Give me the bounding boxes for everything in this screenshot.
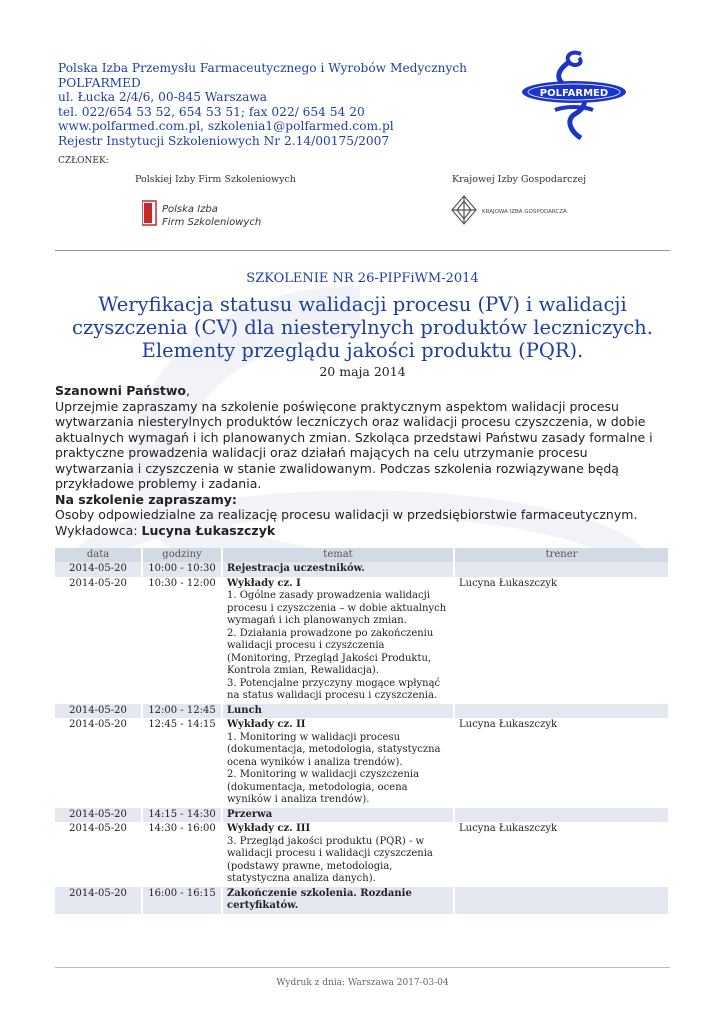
table-row xyxy=(55,822,669,887)
row-topic xyxy=(222,577,454,704)
row-trainer xyxy=(454,808,669,823)
row-time: 14:15 - 14:30 xyxy=(142,808,222,823)
kig-logo-text: KRAJOWA IZBA GOSPODARCZA xyxy=(482,209,567,215)
table-row xyxy=(55,887,669,914)
row-topic xyxy=(222,808,454,823)
row-topic-title: Wykłady cz. II xyxy=(227,719,306,730)
invite-heading: Na szkolenie zapraszamy: xyxy=(55,491,237,507)
table-row xyxy=(55,577,669,704)
row-topic-title: Rejestracja uczestników. xyxy=(227,563,365,574)
row-time: 12:45 - 14:15 xyxy=(142,718,222,808)
pifs-logo-line1: Polska Izba xyxy=(162,204,218,215)
invite-text: Osoby odpowiedzialne za realizację procesu walidacji w przedsiębiorstwie farmaceutycznym. xyxy=(55,507,638,522)
row-date: 2014-05-20 xyxy=(55,562,142,577)
member-org-kig: Krajowej Izby Gospodarczej xyxy=(452,174,587,185)
row-time: 14:30 - 16:00 xyxy=(142,822,222,887)
row-topic xyxy=(222,822,454,887)
row-topic-detail: 2. Monitoring w walidacji czyszczenia (dokumentacja, metodologia, ocena wyników i analiza trendów). xyxy=(227,769,420,805)
schedule-table xyxy=(55,548,670,914)
table-row xyxy=(55,562,669,577)
header-divider xyxy=(55,250,670,251)
col-header-time: godziny xyxy=(142,548,222,562)
row-date: 2014-05-20 xyxy=(55,822,142,887)
training-date: 20 maja 2014 xyxy=(319,364,406,379)
org-street: ul. Łucka 2/4/6, 00-845 Warszawa xyxy=(58,90,268,104)
pifs-logo xyxy=(142,199,282,229)
row-topic-detail: 3. Potencjalne przyczyny mogące wpłynąć na status walidacji procesu i czyszczenia. xyxy=(227,677,441,701)
row-time: 10:00 - 10:30 xyxy=(142,562,222,577)
row-topic xyxy=(222,718,454,808)
org-phone: tel. 022/654 53 52, 654 53 51; fax 022/ 654 54 20 xyxy=(58,104,365,119)
row-topic-detail: 2. Działania prowadzone po zakończeniu walidacji procesu i czyszczenia (Monitoring, Przegląd Jakości Produktu, Kontrola zmian, Rewalidacja). xyxy=(227,627,434,676)
row-time: 12:00 - 12:45 xyxy=(142,704,222,719)
polfarmed-logo xyxy=(515,48,633,148)
schedule-header-row xyxy=(55,548,669,562)
greeting-punct: , xyxy=(186,383,190,398)
org-registry: Rejestr Instytucji Szkoleniowych Nr 2.14/00175/2007 xyxy=(58,133,390,148)
invitation-letter xyxy=(55,383,670,538)
row-trainer: Lucyna Łukaszczyk xyxy=(454,822,669,887)
training-code: SZKOLENIE NR 26-PIPFiWM-2014 xyxy=(246,271,479,286)
row-date: 2014-05-20 xyxy=(55,887,142,914)
row-trainer xyxy=(454,562,669,577)
row-time: 16:00 - 16:15 xyxy=(142,887,222,914)
table-row xyxy=(55,808,669,823)
row-topic-title: Wykłady cz. I xyxy=(227,577,301,589)
printout-date: Wydruk z dnia: Warszawa 2017-03-04 xyxy=(276,978,449,988)
row-date: 2014-05-20 xyxy=(55,718,142,808)
row-topic-title: Zakończenie szkolenia. Rozdanie certyfikatów. xyxy=(227,887,412,911)
col-header-trainer: trener xyxy=(454,548,669,562)
table-row xyxy=(55,718,669,808)
lecturer-name: Lucyna Łukaszczyk xyxy=(141,522,276,538)
organization-address xyxy=(58,61,467,148)
row-time: 10:30 - 12:00 xyxy=(142,577,222,704)
row-date: 2014-05-20 xyxy=(55,577,142,704)
row-trainer: Lucyna Łukaszczyk xyxy=(454,718,669,808)
row-trainer xyxy=(454,704,669,719)
org-short-name: POLFARMED xyxy=(58,75,141,90)
row-topic-title: Wykłady cz. III xyxy=(227,823,311,834)
row-date: 2014-05-20 xyxy=(55,808,142,823)
org-web-email: www.polfarmed.com.pl, szkolenia1@polfarmed.com.pl xyxy=(58,119,394,133)
logo-text: POLFARMED xyxy=(539,88,609,99)
row-trainer xyxy=(454,887,669,914)
row-topic xyxy=(222,887,454,914)
col-header-date: data xyxy=(55,548,142,562)
letter-paragraph: Uprzejmie zapraszamy na szkolenie poświęcone praktycznym aspektom walidacji procesu wytwarzania niesterylnych produktów leczniczych oraz walidacji procesu czyszczenia, w dobie aktualnych wymagań i ich planowanych zmian. Szkoląca przedstawi Państwu zasady formalne i praktyczne prowadzenia walidacji oraz działań mających na celu utrzymanie procesu wytwarzania i czyszczenia w stanie zwalidowanym. Podczas szkolenia rozwiązywane będą przykładowe problemy i zadania. xyxy=(55,398,653,491)
member-label: CZŁONEK: xyxy=(58,156,109,166)
table-row xyxy=(55,704,669,719)
member-org-pifs: Polskiej Izby Firm Szkoleniowych xyxy=(135,174,296,185)
row-topic-detail: 1. Monitoring w walidacji procesu (dokumentacja, metodologia, statystyczna ocena wyników i analiza trendów). xyxy=(227,731,441,768)
row-topic-detail: 1. Ogólne zasady prowadzenia walidacji procesu i czyszczenia – w dobie aktualnych wymagań i ich planowanych zmian. xyxy=(227,590,447,626)
row-topic xyxy=(222,704,454,719)
row-topic-title: Lunch xyxy=(227,704,262,716)
lecturer-label: Wykładowca: xyxy=(55,522,138,538)
col-header-topic: temat xyxy=(222,548,454,562)
kig-logo xyxy=(450,194,580,226)
greeting: Szanowni Państwo xyxy=(55,383,186,398)
org-name: Polska Izba Przemysłu Farmaceutycznego i Wyrobów Medycznych xyxy=(58,61,468,75)
row-topic xyxy=(222,562,454,577)
row-trainer: Lucyna Łukaszczyk xyxy=(454,577,669,704)
row-topic-title: Przerwa xyxy=(227,808,273,820)
footer-divider xyxy=(55,967,670,968)
row-topic-detail: 3. Przegląd jakości produktu (PQR) - w walidacji procesu i walidacji czyszczenia (podstawy prawne, metodologia, statystyczna analiza danych). xyxy=(227,835,433,884)
pifs-logo-line2: Firm Szkoleniowych xyxy=(162,217,262,228)
row-date: 2014-05-20 xyxy=(55,704,142,719)
training-title: Weryfikacja statusu walidacji procesu (PV) i walidacji czyszczenia (CV) dla niesterylnych produktów leczniczych. Elementy przeglądu jakości produktu (PQR). xyxy=(72,293,653,362)
